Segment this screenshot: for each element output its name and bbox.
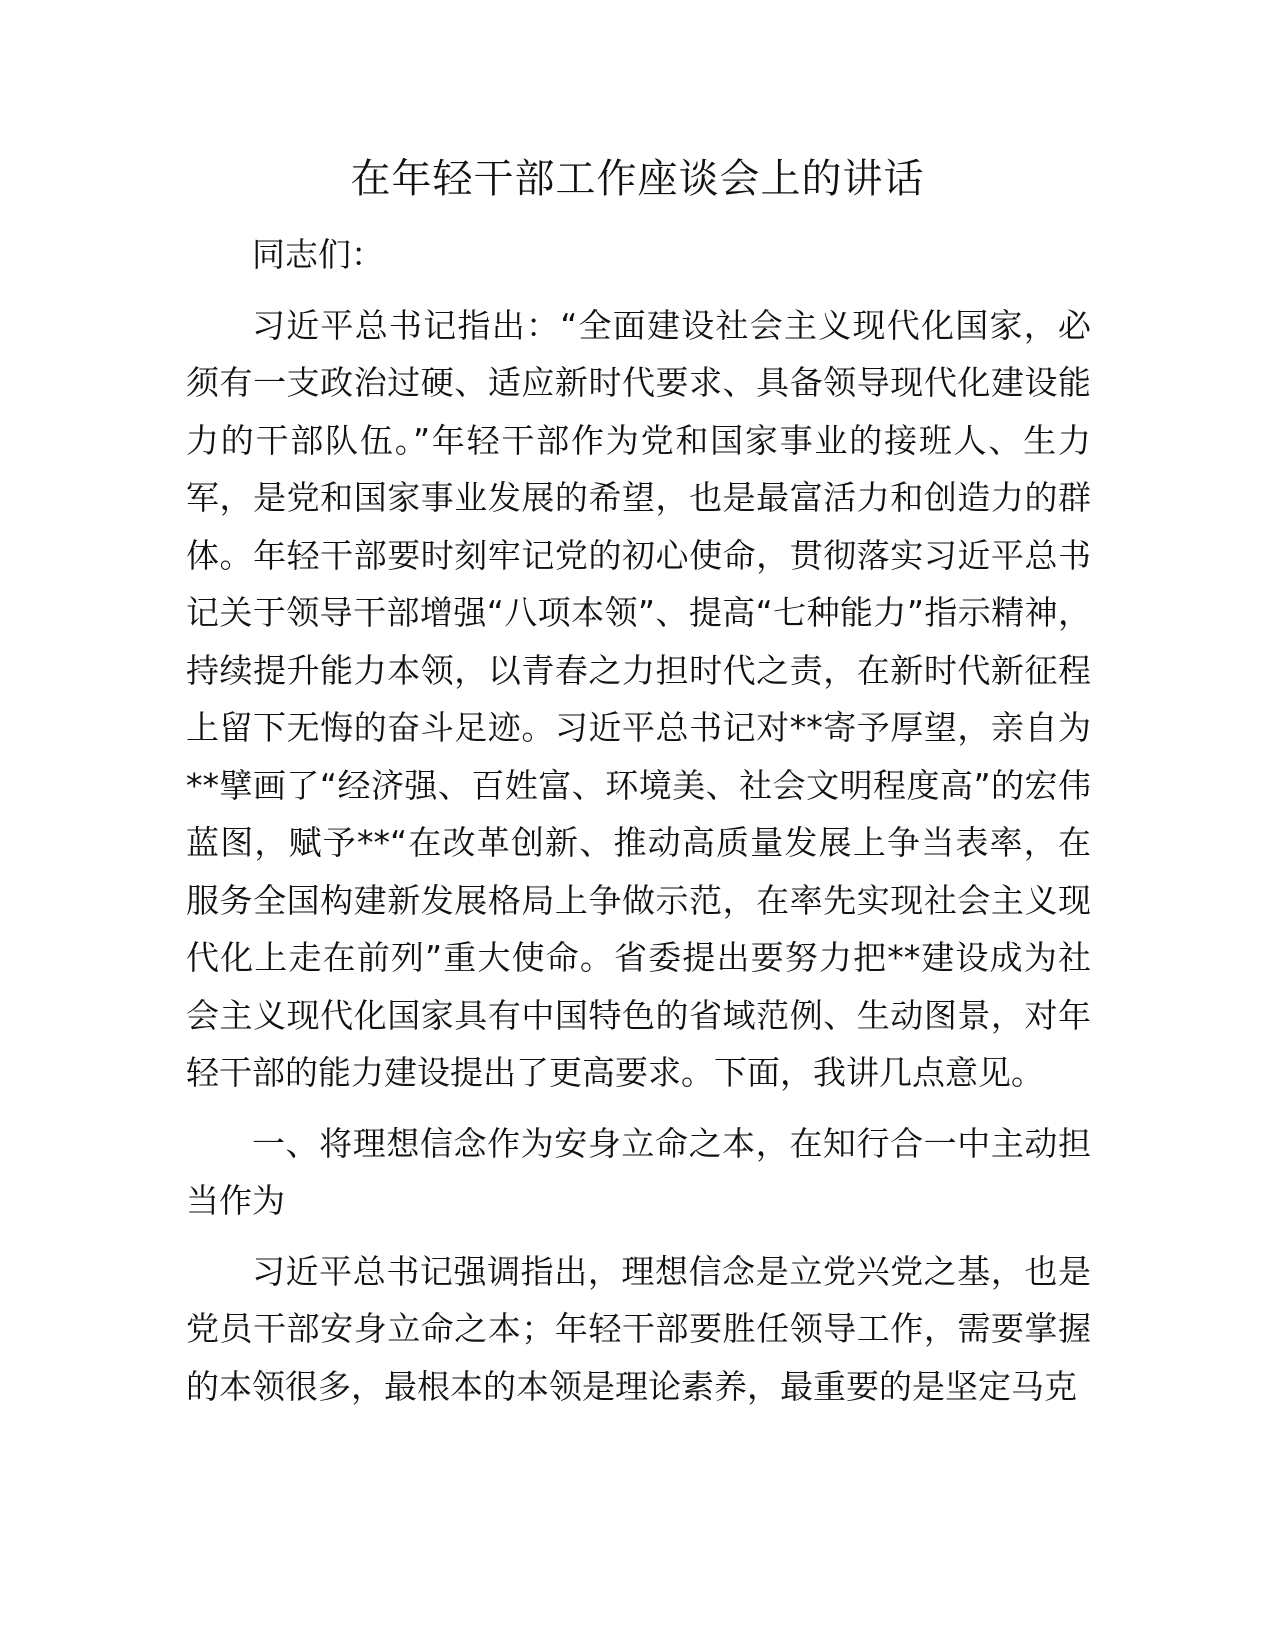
document-title: 在年轻干部工作座谈会上的讲话 bbox=[350, 156, 925, 202]
salutation: 同志们： bbox=[252, 235, 384, 274]
section-heading-1: 一、将理想信念作为安身立命之本，在知行合一中主动担当作为 bbox=[186, 1123, 1091, 1220]
paragraph-intro: 习近平总书记指出：“全面建设社会主义现代化国家，必须有一支政治过硬、适应新时代要求、具备领导现代化建设能力的干部队伍。”年轻干部作为党和国家事业的接班人、生力军，是党和国家事业发展的希望，也是最富活力和创造力的群体。年轻干部要时刻牢记党的初心使命，贯彻落实习近平总书记关于领导干部增强“八项本领”、提高“七种能力”指示精神，持续提升能力本领，以青春之力担时代之责，在新时代新征程上留下无悔的奋斗足迹。习近平总书记对**寄予厚望，亲自为**擘画了“经济强、百姓富、环境美、社会文明程度高”的宏伟蓝图，赋予**“在改革创新、推动高质量发展上争当表率，在服务全国构建新发展格局上争做示范，在率先实现社会主义现代化上走在前列”重大使命。省委提出要努力把**建设成为社会主义现代化国家具有中国特色的省域范例、生动图景，对年轻干部的能力建设提出了更高要求。下面，我讲几点意见。 bbox=[186, 305, 1091, 1092]
document-body bbox=[186, 226, 1091, 1428]
paragraph-section-1: 习近平总书记强调指出，理想信念是立党兴党之基，也是党员干部安身立命之本；年轻干部要胜任领导工作，需要掌握的本领很多，最根本的本领是理论素养，最重要的是坚定马克 bbox=[186, 1251, 1091, 1406]
